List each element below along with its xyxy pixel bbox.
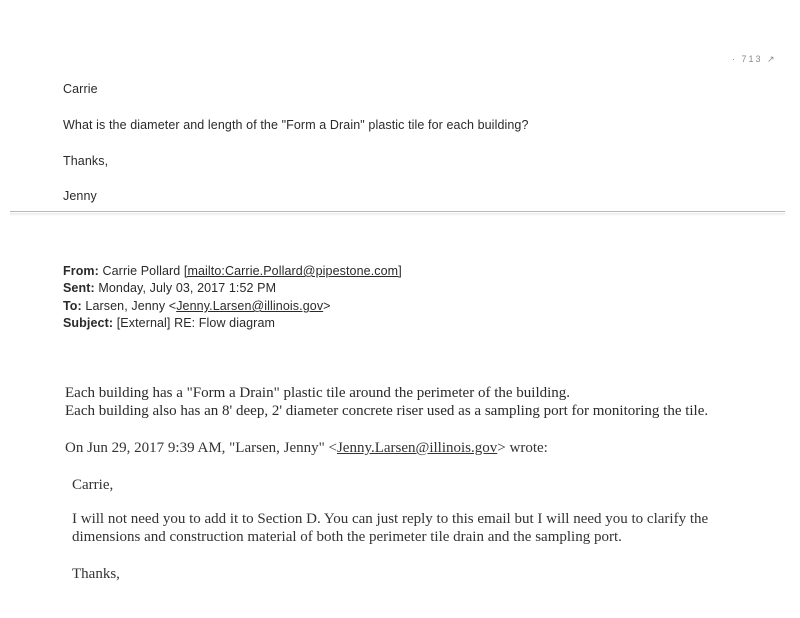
from-mailto-link[interactable]: [mailto:Carrie.Pollard@pipestone.com] (183, 264, 402, 278)
sent-value: Monday, July 03, 2017 1:52 PM (98, 281, 277, 295)
header-subject-row (63, 316, 275, 330)
header-from-row (63, 264, 402, 278)
quote-intro (65, 440, 548, 457)
body-line-2: Each building also has an 8' deep, 2' diameter concrete riser used as a sampling port for monitoring the tile. (65, 403, 709, 419)
quote-thanks: Thanks, (72, 566, 120, 582)
quote-para-line-2: dimensions and construction material of both the perimeter tile drain and the sampling port. (72, 529, 622, 545)
sent-label: Sent: (63, 281, 95, 295)
subject-value: [External] RE: Flow diagram (116, 316, 276, 330)
reply-question: What is the diameter and length of the "Form a Drain" plastic tile for each building? (63, 118, 529, 132)
reply-signature: Jenny (63, 189, 97, 203)
header-to-row (63, 299, 331, 313)
from-label: From: (63, 264, 99, 278)
quote-email-link[interactable]: Jenny.Larsen@illinois.gov (336, 440, 498, 456)
body-line-1: Each building has a "Form a Drain" plastic tile around the perimeter of the building. (65, 385, 571, 401)
quote-intro-prefix: On Jun 29, 2017 9:39 AM, "Larsen, Jenny" < (65, 440, 337, 456)
to-label: To: (63, 299, 82, 313)
to-close-bracket: > (323, 299, 331, 313)
message-divider-shadow (10, 213, 785, 216)
to-email-link[interactable]: Jenny.Larsen@illinois.gov (176, 299, 324, 313)
subject-label: Subject: (63, 316, 114, 330)
quote-para-line-1: I will not need you to add it to Section D. You can just reply to this email but I will need you to clarify the (72, 511, 709, 527)
reply-thanks: Thanks, (63, 154, 109, 168)
from-name: Carrie Pollard (102, 264, 181, 278)
page-corner-mark: · 713 ↗ (732, 54, 777, 64)
quote-greeting: Carrie, (72, 477, 114, 493)
to-name: Larsen, Jenny < (85, 299, 177, 313)
message-divider (10, 211, 785, 212)
header-sent-row (63, 281, 276, 295)
reply-greeting: Carrie (63, 82, 98, 96)
quote-intro-suffix: > wrote: (497, 440, 548, 456)
